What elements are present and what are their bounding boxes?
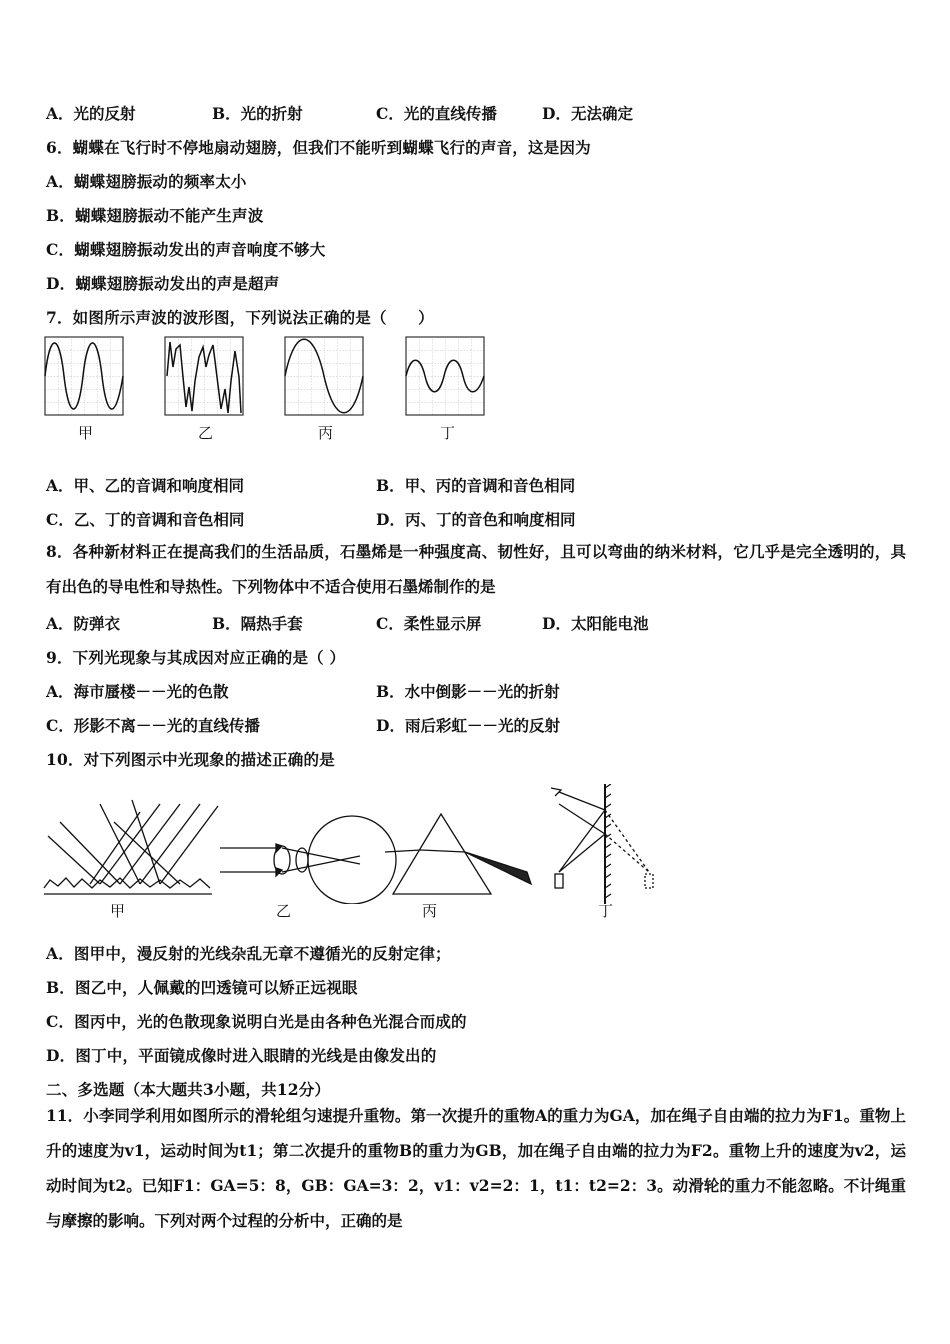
q6-option-a: A．蝴蝶翅膀振动的频率太小 bbox=[46, 172, 247, 191]
q7-caption-bing: 丙 bbox=[318, 424, 334, 442]
q9-option-b: B．水中倒影－－光的折射 bbox=[376, 682, 560, 701]
diagram-jia-diffuse-reflection bbox=[44, 800, 218, 894]
q9-option-d: D．雨后彩虹－－光的反射 bbox=[376, 716, 560, 735]
q6-option-b: B．蝴蝶翅膀振动不能产生声波 bbox=[46, 206, 264, 225]
q8-option-a: A．防弹衣 bbox=[46, 614, 121, 633]
q10-caption-jia: 甲 bbox=[110, 902, 126, 920]
q11-stem: 11．小李同学利用如图所示的滑轮组匀速提升重物。第一次提升的重物A的重力为GA，加在绳子自由端的拉力为F1。重物上升的速度为v1，运动时间为t1；第二次提升的重物B的重力为GB，加在绳子自由端的拉力为F2。重物上升的速度为v2，运动时间为t2。已知F1：GA=5：8，GB：GA=3：2，v1：v2=2：1，t1：t2=2：3。动滑轮的重力不能忽略。不计绳重与摩擦的影响。下列对两个过程的分析中，正确的是 bbox=[46, 1106, 906, 1230]
q10-stem: 10．对下列图示中光现象的描述正确的是 bbox=[46, 750, 335, 769]
waveform-bing bbox=[285, 337, 363, 415]
waveform-yi bbox=[165, 337, 243, 415]
q7-stem: 7．如图所示声波的波形图，下列说法正确的是（ ） bbox=[46, 308, 434, 327]
waveform-ding bbox=[406, 337, 484, 415]
diagram-ding-mirror bbox=[551, 784, 653, 904]
q7-caption-ding: 丁 bbox=[440, 424, 456, 442]
q8-stem: 8．各种新材料正在提高我们的生活品质，石墨烯是一种强度高、韧性好，且可以弯曲的纳米材料，它几乎是完全透明的，具有出色的导电性和导热性。下列物体中不适合使用石墨烯制作的是 bbox=[46, 542, 906, 596]
q6-option-d: D．蝴蝶翅膀振动发出的声是超声 bbox=[46, 274, 280, 293]
q9-stem: 9．下列光现象与其成因对应正确的是（ ） bbox=[46, 648, 346, 667]
q5-option-d: D．无法确定 bbox=[542, 104, 633, 123]
q9-option-c: C．形影不离－－光的直线传播 bbox=[46, 716, 260, 735]
q5-option-c: C．光的直线传播 bbox=[376, 104, 497, 123]
q7-waveform-figure bbox=[44, 336, 504, 446]
q7-caption-jia: 甲 bbox=[78, 424, 94, 442]
q10-optics-figure bbox=[40, 784, 670, 904]
q8-option-b: B．隔热手套 bbox=[212, 614, 303, 633]
diagram-bing-prism bbox=[385, 814, 531, 894]
q6-stem: 6．蝴蝶在飞行时不停地扇动翅膀，但我们不能听到蝴蝶飞行的声音，这是因为 bbox=[46, 138, 591, 157]
q10-option-c: C．图丙中，光的色散现象说明白光是由各种色光混合而成的 bbox=[46, 1012, 467, 1031]
diagram-yi-eye-lens bbox=[220, 816, 396, 904]
q9-option-a: A．海市蜃楼－－光的色散 bbox=[46, 682, 229, 701]
q8-option-c: C．柔性显示屏 bbox=[376, 614, 482, 633]
q10-caption-bing: 丙 bbox=[422, 902, 438, 920]
q6-option-c: C．蝴蝶翅膀振动发出的声音响度不够大 bbox=[46, 240, 326, 259]
q5-option-a: A．光的反射 bbox=[46, 104, 136, 123]
q10-caption-yi: 乙 bbox=[276, 902, 292, 920]
q10-caption-ding: 丁 bbox=[598, 902, 614, 920]
q7-option-d: D．丙、丁的音色和响度相同 bbox=[376, 510, 576, 529]
q7-option-a: A．甲、乙的音调和响度相同 bbox=[46, 476, 245, 495]
q7-option-c: C．乙、丁的音调和音色相同 bbox=[46, 510, 245, 529]
q5-option-b: B．光的折射 bbox=[212, 104, 303, 123]
q7-option-b: B．甲、丙的音调和音色相同 bbox=[376, 476, 576, 495]
q10-option-d: D．图丁中，平面镜成像时进入眼睛的光线是由像发出的 bbox=[46, 1046, 437, 1065]
q8-option-d: D．太阳能电池 bbox=[542, 614, 649, 633]
q7-caption-yi: 乙 bbox=[198, 424, 214, 442]
q10-option-b: B．图乙中，人佩戴的凹透镜可以矫正远视眼 bbox=[46, 978, 358, 997]
section-heading-multiple-choice: 二、多选题（本大题共3小题，共12分） bbox=[46, 1080, 331, 1099]
q10-option-a: A．图甲中，漫反射的光线杂乱无章不遵循光的反射定律； bbox=[46, 944, 451, 963]
waveform-jia bbox=[45, 337, 123, 415]
